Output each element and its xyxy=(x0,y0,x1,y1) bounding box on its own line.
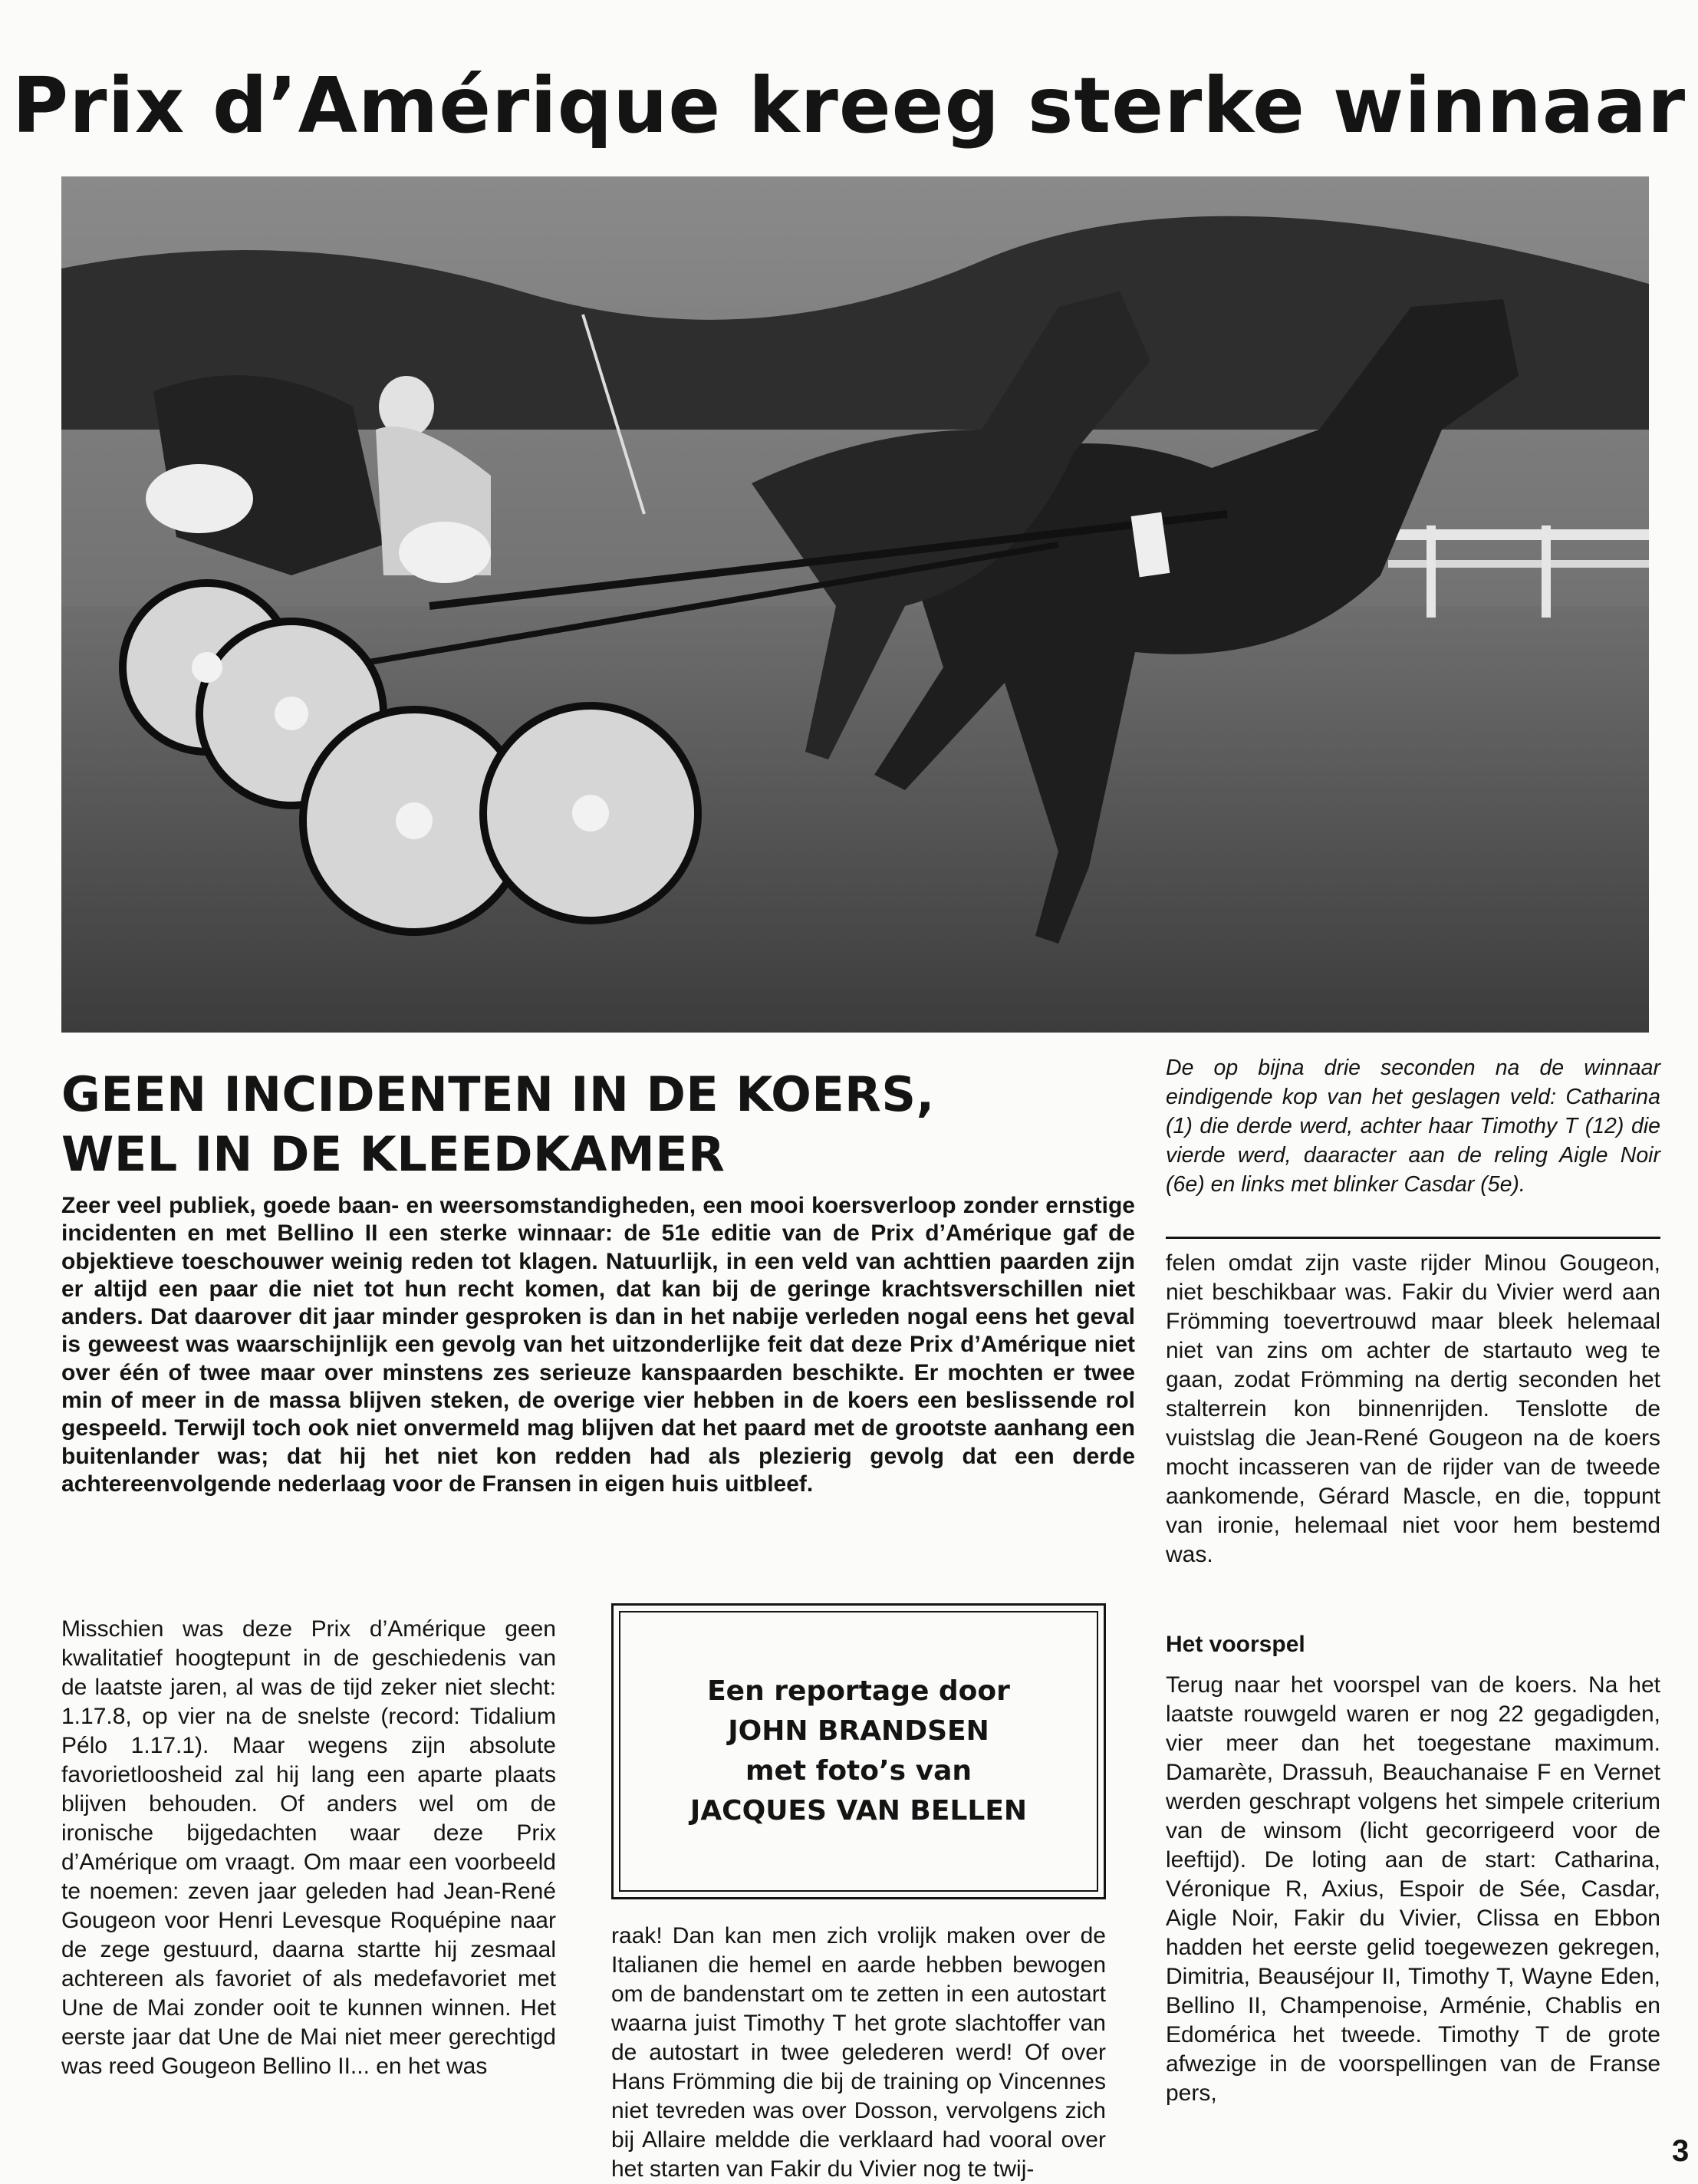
article-title: Prix d’Amérique kreeg sterke winnaar xyxy=(12,61,1686,150)
body-column-3-top: felen omdat zijn vaste rijder Minou Gougeon, niet beschikbaar was. Fakir du Vivier werd aan Frömming toevertrouwd maar bleek helemaal niet van zins om achter de startauto weg te gaan, zodat Frömming na dertig seconden het stalterrein kon binnenrijden. Tenslotte de vuistslag die Jean-René Gougeon na de koers mocht incasseren van de rijder van de tweede aankomende, Gérard Mascle, en die, toppunt van ironie, helemaal niet voor hem bestemd was. xyxy=(1166,1250,1660,1567)
caption-divider xyxy=(1166,1237,1660,1239)
lead-paragraph: Zeer veel publiek, goede baan- en weersomstandigheden, een mooi koersverloop zonder ernstige incidenten en met Bellino II een sterke winnaar: de 51e editie van de Prix d’Amérique gaf de objektieve toeschouwer weinig reden tot klagen. Natuurlijk, in een veld van achttien paarden zijn er altijd een paar die niet tot hun recht komen, dat kan bij de geringe krachtsverschillen niet anders. Dat daarover dit jaar minder gesproken is dan in het nabije verleden nogal eens het geval is geweest was waarschijnlijk een gevolg van het uitzonderlijke feit dat deze Prix d’Amérique niet over één of twee maar over minstens zes serieuze kanspaarden beschikte. Er mochten er twee min of meer in de massa blijven steken, de overige vier hebben in de koers een beslissende rol gespeeld. Terwijl toch ook niet onvermeld mag blijven dat het paard met de grootste aanhang een buitenlander was; dat hij het niet kon redden had als plezierig gevolg dat een derde achtereenvolgende nederlaag voor de Fransen in eigen huis uitbleef. xyxy=(61,1193,1135,1497)
race-photo xyxy=(61,176,1649,1033)
photo-caption: De op bijna drie seconden na de winnaar eindigende kop van het geslagen veld: Catharina (1) die derde werd, achter haar Timothy T (12) die vierde werd, daaracter aan de reling Aigle Noir (6e) en links met blinker Casdar (5e). xyxy=(1166,1056,1660,1197)
headline-line-1: GEEN INCIDENTEN IN DE KOERS, xyxy=(61,1066,935,1122)
page-number: 3 xyxy=(1672,2134,1690,2168)
credit-author: JOHN BRANDSEN xyxy=(728,1715,989,1747)
article-headline xyxy=(61,1065,1104,1184)
credit-line-3: met foto’s van xyxy=(745,1755,972,1787)
subheading-het-voorspel: Het voorspel xyxy=(1166,1632,1305,1657)
body-column-1: Misschien was deze Prix d’Amérique geen kwalitatief hoogtepunt in de geschiedenis van de laatste jaren, al was de tijd zeker niet slecht: 1.17.8, op vier na de snelste (record: Tidalium Pélo 1.17.1). Maar wegens zijn absolute favorietloosheid zal hij lang een aparte plaats blijven behouden. Of anders wel om de ironische bijgedachten waar deze Prix d’Amérique om vraagt. Om maar een voorbeeld te noemen: zeven jaar geleden had Jean-René Gougeon voor Henri Levesque Roquépine naar de zege gestuurd, daarna startte hij zesmaal achtereen als favoriet of als medefavoriet met Une de Mai zonder ooit te kunnen winnen. Het eerste jaar dat Une de Mai niet meer gerechtigd was reed Gougeon Bellino II... en het was xyxy=(61,1616,556,2079)
credit-photographer: JACQUES VAN BELLEN xyxy=(689,1795,1028,1827)
credit-box xyxy=(611,1603,1106,1899)
credit-line-1: Een reportage door xyxy=(707,1675,1010,1707)
body-column-2: raak! Dan kan men zich vrolijk maken over de Italianen die hemel en aarde hebben bewogen om de bandenstart om te zetten in een autostart waarna juist Timothy T het grote slachtoffer van de autostart in twee gelederen werd! Of over Hans Frömming die bij de training op Vincennes niet tevreden was over Dosson, vervolgens zich bij Allaire meldde die verklaard had vooral over het starten van Fakir du Vivier nog te twij- xyxy=(611,1923,1106,2182)
headline-line-2: WEL IN DE KLEEDKAMER xyxy=(61,1126,726,1182)
body-column-3-bottom: Terug naar het voorspel van de koers. Na het laatste rouwgeld waren er nog 22 gegadigden, vier meer dan het toegestane maximum. Damarète, Drassuh, Beauchanaise F en Vernet werden geschrapt volgens het simpele criterium van de winsom (licht gecorrigeerd voor de leeftijd). De loting aan de start: Catharina, Véronique R, Axius, Espoir de Sée, Casdar, Aigle Noir, Fakir du Vivier, Clissa en Ebbon hadden het eerste gelid toegewezen gekregen, Dimitria, Beauséjour II, Timothy T, Wayne Eden, Bellino II, Champenoise, Arménie, Chablis en Edomérica het tweede. Timothy T de grote afwezige in de voorspellingen van de Franse pers, xyxy=(1166,1672,1660,2106)
